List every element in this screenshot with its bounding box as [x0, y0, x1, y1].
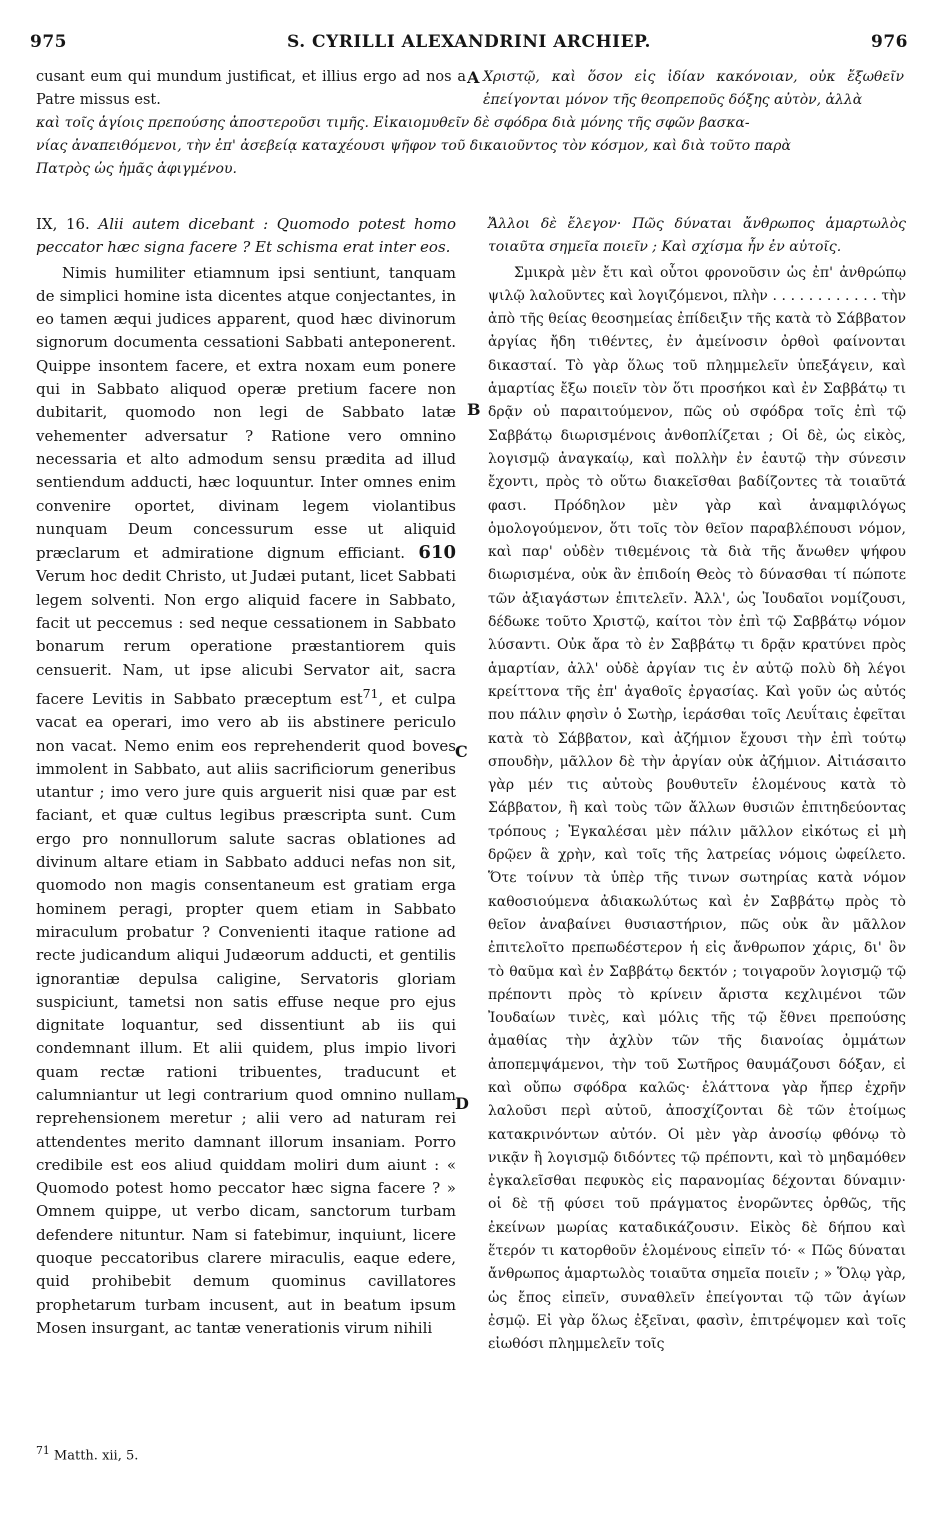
- footnote: [36, 1444, 138, 1463]
- page-number-right: 976: [871, 32, 908, 52]
- latin-body-part-1: Nimis humiliter etiamnum ipsi sentiunt, tanquam de simplici homine ista dicentes atque conjectantes, in eo tamen æqui judices apparent, quod hæc divinorum signorum documenta cessationi Sabbati anteponerent. Quippe insontem facere, et extra noxam eum ponere qui in Sabbato aliquod operæ pretium facere non dubitarit, quomodo non legi de Sabbato latæ vehementer adversatur ? Ratione vero omnino necessaria et alto admodum sensu prædita ad illud sentiendum adducti, hæc loquuntur. Inter omnes enim convenire oportet, divinam legem violantibus nunquam Deum concessurum esse ut aliquid præclarum et admiratione dignum efficiant.: [36, 263, 456, 563]
- footnote-number: 71: [36, 1444, 50, 1457]
- greek-continuation-line-1: Χριστῷ, καὶ ὅσον εἰς ἰδίαν κακόνοιαν, οὐκ ἔξωθεῖν: [483, 69, 904, 85]
- greek-continuation-line-4: νίας ἀναπειθόμενοι, τὴν ἐπ' ἀσεβείᾳ καταχέουσι ψῆφον τοῦ δικαιοῦντος τὸν κόσμον, καὶ διὰ τοῦτο παρὰ: [36, 138, 791, 154]
- section-marker-b: B: [467, 400, 481, 419]
- footnote-text: Matth. xii, 5.: [53, 1448, 139, 1464]
- section-marker-d: D: [455, 1094, 469, 1113]
- greek-verse-heading: Ἄλλοι δὲ ἔλεγον· Πῶς δύναται ἄνθρωπος ἁμαρτωλὸς τοιαῦτα σημεῖα ποιεῖν ; Καὶ σχίσμα ἦν ἐν αὐτοῖς.: [488, 216, 906, 256]
- page-header: [30, 32, 908, 62]
- greek-continuation-line-3: καὶ τοῖς ἁγίοις πρεπούσης ἀποστεροῦσι τιμῆς. Εἰκαιομυθεῖν δὲ σφόδρα διὰ μόνης τῆς σφῶν βασκα-: [36, 115, 750, 131]
- latin-column: [36, 213, 456, 1340]
- footnote-reference: 71: [362, 685, 379, 701]
- latin-continuation: cusant eum qui mundum justificat, et illius ergo ad nos a Patre missus est.: [36, 69, 466, 108]
- verse-number: IX, 16.: [36, 215, 90, 233]
- latin-verse-heading: [36, 213, 456, 260]
- column-number: 610: [418, 542, 456, 564]
- verse-text: Alii autem dicebant : Quomodo potest homo peccator hæc signa facere ? Et schisma erat inter eos.: [36, 215, 456, 257]
- page-number-left: 975: [30, 32, 67, 52]
- section-marker-a: A: [467, 68, 480, 87]
- greek-commentary: Σμικρὰ μὲν ἔτι καὶ οὗτοι φρονοῦσιν ὡς ἐπ' ἀνθρώπῳ ψιλῷ λαλοῦντες καὶ λογιζόμενοι, πλὴν . . . . . . . . . . . . τὴν ἀπὸ τῆς θείας θεοσημείας ἐπίδειξιν τῆς κατὰ τὸ Σάββατον ἀργίας ἤδη τιθέντες, ἐν ἀμείνοσιν ὀρθοὶ φαίνονται δικασταί. Τὸ γὰρ ὅλως τοῦ πλημμελεῖν ὑπεξάγειν, καὶ ἁμαρτίας ἔξω ποιεῖν τὸν ὅτι προσήκοι καὶ ἐν Σαββάτῳ τι δρᾷν οὐ παραιτούμενον, πῶς οὐ σφόδρα τοῖς ἐπὶ τῷ Σαββάτῳ διωρισμένοις ἀνθοπλίζεται ; Οἱ δὲ, ὡς εἰκὸς, λογισμῷ ἀναγκαίῳ, καὶ πολλὴν ἐν ἑαυτῷ τὴν σύνεσιν ἔχοντι, πρὸς τὸ οὕτω διακεῖσθαι βαδίζοντες τὰ τοιαῦτά φασι. Πρόδηλον μὲν γὰρ καὶ ἀναμφιλόγως ὁμολογούμενον, ὅτι τοῖς τὸν θεῖον παραβλέπουσι νόμον, καὶ παρ' οὐδὲν τιθεμένοις τὰ διὰ τῆς ἄνωθεν ψήφου διωρισμένα, οὐκ ἂν ἐπιδοίη Θεὸς τὸ δύνασθαι τί πώποτε τῶν ἀξιαγάστων ἐπιτελεῖν. Ἀλλ', ὡς Ἰουδαῖοι νομίζουσι, δέδωκε τοῦτο Χριστῷ, καίτοι τὸν ἐπὶ τῷ Σαββάτῳ νόμον λύσαντι. Οὐκ ἄρα τὸ ἐν Σαββάτῳ τι δρᾷν κρατύνει πρὸς ἁμαρτίαν, ἀλλ' οὐδὲ ἀργίαν τις ἐν αὐτῷ πολὺ δὴ λέγοι κρείττονα τῆς ἐπ' ἀγαθοῖς ἐργασίας. Καὶ γοῦν ὡς αὐτός που πάλιν φησὶν ὁ Σωτὴρ, ἱεράσθαι τοῖς Λευΐταις ἐφεῖται κατὰ τὸ Σάββατον, καὶ ἀζήμιον ἔχουσι τὴν ἐπὶ τούτῳ σπουδὴν, μᾶλλον δὲ τὴν ἀργίαν οὐκ ἀζήμιον. Αἰτιάσαιτο γὰρ μέν τις αὐτοὺς βουθυτεῖν ἑλομένους κατὰ τὸ Σάββατον, ἢ καὶ τοὺς τῶν ἄλλων θυσιῶν ἐπιτηδεύοντας τρόπους ; Ἐγκαλέσαι μὲν πάλιν μᾶλλον εἰκότως εἰ μὴ δρῷεν ἃ χρὴν, καὶ τοῖς τῆς λατρείας νόμοις ὠφείλετο. Ὅτε τοίνυν τὰ ὑπὲρ τῆς τινων σωτηρίας κατὰ νόμον καθοσιούμενα ἀδιακωλύτως καὶ ἐν Σαββάτῳ πρὸς τὸ θεῖον ἀναβαίνει θυσιαστήριον, πῶς οὐκ ἂν μᾶλλον ἐπιτελοῖτο πρεπωδέστερον ἡ εἰς ἄνθρωπον χάρις, δι' ὃν τὸ θαῦμα καὶ ἐν Σαββάτῳ δεκτόν ; τοιγαροῦν λογισμῷ τῷ πρέποντι πρὸς τὸ κρίνειν ἄριστα κεχλιμένοι τῶν Ἰουδαίων τινὲς, καὶ μόλις τῆς τῷ ἔθνει πρεπούσης ἀμαθίας τὴν ἀχλὺν τῶν τῆς διανοίας ὀμμάτων ἀποπεμψάμενοι, τὴν τοῦ Σωτῆρος θαυμάζουσι δόξαν, εἰ καὶ οὔπω σφόδρα καλῶς· ἐλάττονα γὰρ ἤπερ ἐχρῆν λαλοῦσι περὶ αὐτοῦ, ἀποσχίζονται δὲ τῶν ἑτοίμως κατακρινόντων αὐτόν. Οἱ μὲν γὰρ ἀνοσίῳ φθόνῳ τὸ νικᾷν ἢ λογισμῷ διδόντες τῷ πρέποντι, καὶ τὸ μηδαμόθεν ἐγκαλεῖσθαι πεφυκὸς εἰς παρανομίας δέχονται δύναμιν· οἱ δὲ τῇ φύσει τοῦ πράγματος ἐνορῶντες ὀρθῶς, τῆς ἐκείνων μωρίας καταδικάζουσιν. Εἰκὸς δὲ δήπου καὶ ἕτερόν τι κατορθοῦν ἑλομένους εἰπεῖν τό· « Πῶς δύναται ἄνθρωπος ἁμαρτωλὸς τοιαῦτα σημεῖα ποιεῖν ; » Ὅλῳ γὰρ, ὡς ἔπος εἰπεῖν, συναθλεῖν ἐπείγονται τῷ τῶν ἁγίων ἐσμῷ. Εἰ γὰρ ὅλως ἐξεῖναι, φασὶν, ἐπιτρέψομεν καὶ τοῖς εἰωθόσι πλημμελεῖν τοῖς: [488, 264, 906, 1353]
- greek-continuation-line-2: ἐπείγονται μόνον τῆς θεοπρεποῦς δόξης αὐτὸν, ἀλλὰ: [483, 92, 863, 108]
- latin-body-part-2: Verum hoc dedit Christo, ut Judæi putant, licet Sabbati legem solventi. Non ergo aliquid facere in Sabbato, facit ut peccemus : sed neque cessationem in Sabbato bonarum rerum operatione præstantiorem quis censuerit. Nam, ut ipse alicubi Servator ait, sacra facere Levitis in Sabbato præceptum est: [36, 567, 456, 708]
- latin-body-part-3: , et culpa vacat ea operari, imo vero ab iis abstinere periculo non vacat. Nemo enim eos reprehenderit quod boves immolent in Sabbato, aut aliis sacrificiorum generibus utantur ; imo vero jure quis arguerit nisi quæ par est faciant, et quæ cultus legibus præscripta sunt. Cum ergo pro nonnullorum salute sacras oblationes ad divinum altare etiam in Sabbato adduci nefas non sit, quomodo non magis consentaneum est gratiam erga hominem peragi, propter quem etiam in Sabbato miraculum probatur ? Convenienti itaque ratione ad recte judicandum aliqui Judæorum adducti, et gentilis ignorantiæ depulsa caligine, Servatoris gloriam suspiciunt, tametsi non satis effuse neque pro ejus dignitate loquantur, sed dissentiunt ab iis qui condemnant illum. Et alii quidem, plus impio livori quam rectæ rationi tribuentes, traducunt et calumniantur ut legi contrarium quod omnino nullam reprehensionem meretur ; alii vero ad naturam rei attendentes merito damnant illorum insaniam. Porro credibile est eos aliud quiddam moliri dum aiunt : « Quomodo potest homo peccator hæc signa facere ? » Omnem quippe, ut verbo dicam, sanctorum turbam defendere nituntur. Nam si fatebimur, inquiunt, licere quoque peccatoribus clarere miraculis, eaque edere, quid prohibebit demum quominus cavillatores prophetarum turbam incusent, aut in beatum ipsum Mosen insurgant, ac tantæ venerationis virum nihili: [36, 689, 456, 1337]
- running-title: S. CYRILLI ALEXANDRINI ARCHIEP.: [287, 32, 651, 52]
- greek-column: [488, 213, 906, 1357]
- greek-continuation-line-5: Πατρὸς ὡς ἡμᾶς ἀφιγμένου.: [36, 161, 237, 177]
- section-marker-c: C: [455, 742, 468, 761]
- latin-commentary: [36, 262, 456, 1341]
